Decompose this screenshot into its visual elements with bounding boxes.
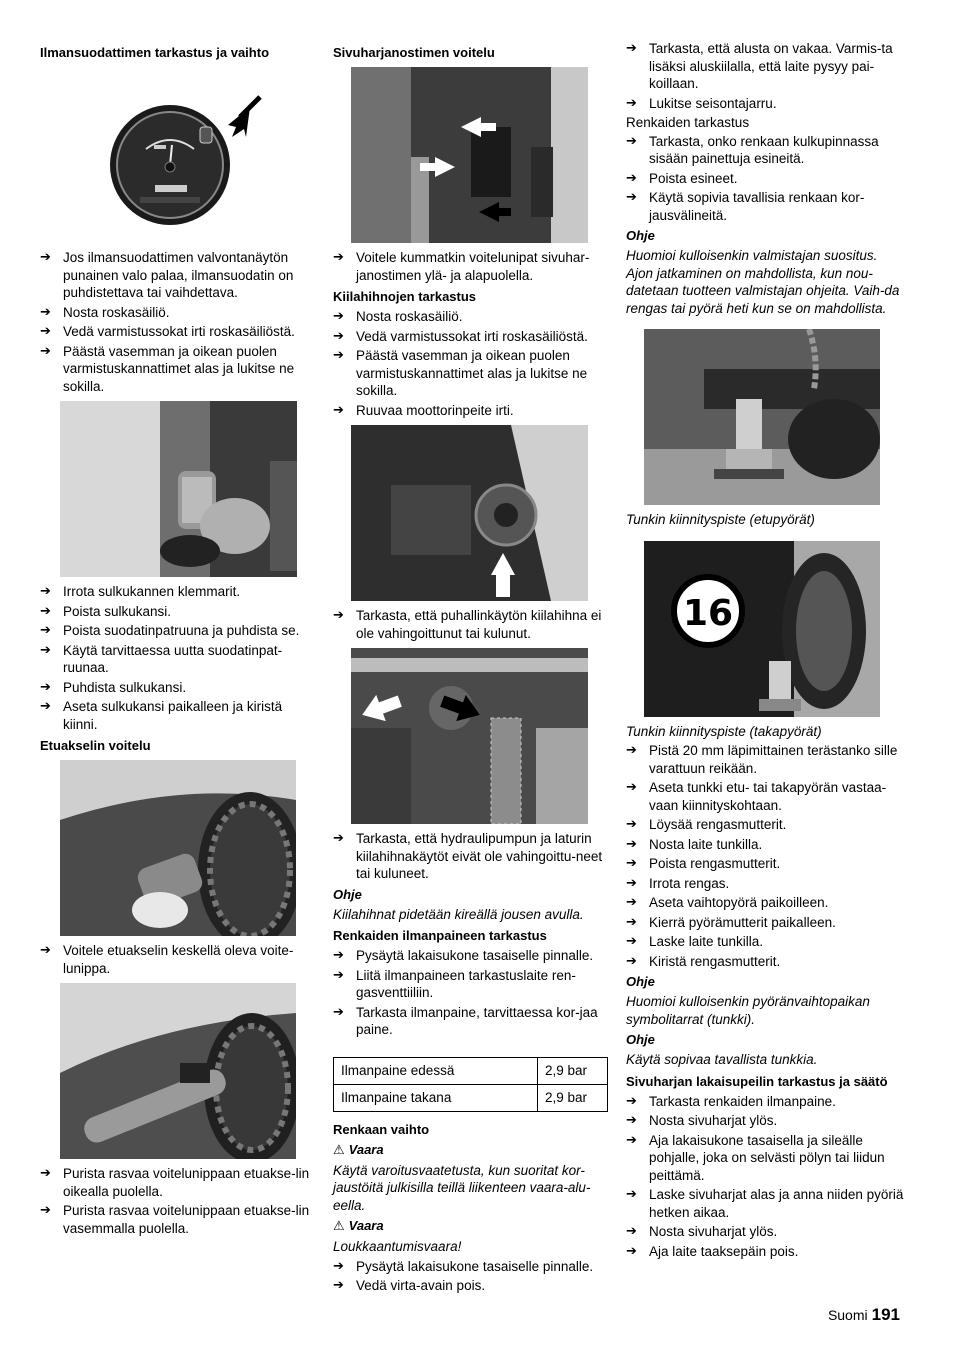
- list-item: ➔ Nosta roskasäiliö.: [333, 308, 608, 326]
- warning-triangle-icon: ⚠: [333, 1142, 345, 1158]
- heading-tire-change: Renkaan vaihto: [333, 1121, 430, 1137]
- photo-front-axle-side: [60, 983, 296, 1159]
- list-item: ➔ Ruuvaa moottorinpeite irti.: [333, 402, 608, 420]
- table-row: [334, 1057, 608, 1084]
- photo-hydraulic-pump-belt: [351, 648, 588, 824]
- list-item: ➔ Pysäytä lakaisukone tasaiselle pinnalle.: [333, 1258, 608, 1276]
- list-front-axle-2: [40, 1165, 315, 1237]
- list-side-brush-mirror: [626, 1093, 904, 1261]
- tire-pressure-table: [333, 1057, 608, 1112]
- column-2: [333, 40, 608, 1297]
- list-item: ➔ Poista suodatinpatruuna ja puhdista se.: [40, 622, 315, 640]
- list-v-belts-3: [333, 830, 608, 883]
- list-item: ➔ Päästä vasemman ja oikean puolen varmistuskannattimet alas ja lukitse ne sokilla.: [40, 343, 315, 396]
- list-item: ➔ Vedä virta-avain pois.: [333, 1277, 608, 1295]
- heading-front-axle: Etuakselin voitelu: [40, 738, 151, 753]
- list-item: ➔ Kiristä rengasmutterit.: [626, 953, 904, 971]
- list-item: ➔ Vedä varmistussokat irti roskasäiliöstä.: [333, 328, 608, 346]
- note-label: Ohje: [333, 886, 362, 902]
- note-label: Ohje: [626, 1032, 655, 1047]
- list-air-filter-2: [40, 583, 315, 733]
- list-item: ➔ Puhdista sulkukansi.: [40, 679, 315, 697]
- list-item: ➔ Aseta sulkukansi paikalleen ja kiristä kiinni.: [40, 698, 315, 733]
- note-text: Huomioi kulloisenkin valmistajan suositus. Ajon jatkaminen on mahdollista, kun nou-datetaan tuotteen valmistajan ohjeita. Vaih-da rengas tai pyörä heti kun se on mahdollista.: [626, 248, 900, 316]
- list-tire-check: [626, 133, 904, 225]
- caption-jack-front: Tunkin kiinnityspiste (etupyörät): [626, 512, 815, 527]
- list-item: ➔ Pysäytä lakaisukone tasaiselle pinnalle.: [333, 947, 608, 965]
- list-item: ➔ Liitä ilmanpaineen tarkastuslaite ren-gasventtiiliin.: [333, 967, 608, 1002]
- list-item: ➔ Käytä tarvittaessa uutta suodatinpat-ruunaa.: [40, 642, 315, 677]
- table-cell: 2,9 bar: [538, 1084, 608, 1111]
- heading-v-belts: Kiilahihnojen tarkastus: [333, 289, 477, 304]
- list-item: ➔ Poista sulkukansi.: [40, 603, 315, 621]
- warning-label: Vaara: [348, 1218, 384, 1233]
- list-item: ➔ Pistä 20 mm läpimittainen terästanko sille varattuun reikään.: [626, 742, 904, 777]
- column-3: [626, 40, 904, 1262]
- list-tire-change-cont: [626, 40, 904, 112]
- list-side-brush-lift: [333, 249, 608, 284]
- photo-blower-belt: [351, 425, 588, 601]
- list-front-axle-1: [40, 942, 315, 977]
- warning-text: Loukkaantumisvaara!: [333, 1239, 462, 1254]
- table-cell: Ilmanpaine edessä: [334, 1057, 538, 1084]
- page-number: 191: [871, 1305, 900, 1324]
- list-item: ➔ Tarkasta, että alusta on vakaa. Varmis-ta lisäksi aluskiilalla, että laite pysyy pai-koillaan.: [626, 40, 904, 93]
- list-item: ➔ Lukitse seisontajarru.: [626, 95, 904, 113]
- warning-label: Vaara: [348, 1141, 384, 1157]
- heading-air-filter: Ilmansuodattimen tarkastus ja vaihto: [40, 45, 270, 60]
- note-label: Ohje: [626, 974, 655, 989]
- list-item: ➔ Voitele kummatkin voitelunipat sivuhar-janostimen ylä- ja alapuolella.: [333, 249, 608, 284]
- list-tire-pressure: [333, 947, 608, 1039]
- list-item: ➔ Irrota sulkukannen klemmarit.: [40, 583, 315, 601]
- list-item: ➔ Kierrä pyörämutterit paikalleen.: [626, 914, 904, 932]
- list-item: ➔ Purista rasvaa voitelunippaan etuakse-lin oikealla puolella.: [40, 1165, 315, 1200]
- list-item: ➔ Aseta vaihtopyörä paikoilleen.: [626, 894, 904, 912]
- list-tire-change: [333, 1258, 608, 1295]
- heading-tire-pressure: Renkaiden ilmanpaineen tarkastus: [333, 928, 547, 943]
- table-cell: Ilmanpaine takana: [334, 1084, 538, 1111]
- warning-1: [333, 1142, 608, 1159]
- subheading-tire-check: Renkaiden tarkastus: [626, 115, 750, 130]
- note-text: Kiilahihnat pidetään kireällä jousen avulla.: [333, 906, 584, 922]
- list-air-filter-1: [40, 249, 315, 395]
- photo-jack-rear: [644, 541, 880, 717]
- note-label: Ohje: [626, 228, 655, 243]
- table-row: [334, 1084, 608, 1111]
- list-item: ➔ Poista esineet.: [626, 170, 904, 188]
- list-item: ➔ Käytä sopivia tavallisia renkaan kor-jausvälineitä.: [626, 189, 904, 224]
- footer-language: Suomi: [827, 1307, 868, 1323]
- list-v-belts-2: [333, 607, 608, 642]
- column-1: [40, 40, 315, 1239]
- list-item: ➔ Purista rasvaa voitelunippaan etuakse-lin vasemmalla puolella.: [40, 1202, 315, 1237]
- list-item: ➔ Laske laite tunkilla.: [626, 933, 904, 951]
- speed-sign-number: 16: [682, 592, 734, 634]
- warning-2: [333, 1218, 608, 1235]
- warning-text: Käytä varoitusvaatetusta, kun suoritat kor-jaustöitä julkisilla teillä liikenteen vaara-alu-eella.: [333, 1162, 591, 1213]
- heading-side-brush-mirror: Sivuharjan lakaisupeilin tarkastus ja säätö: [626, 1073, 888, 1089]
- caption-jack-rear: Tunkin kiinnityspiste (takapyörät): [626, 723, 822, 739]
- photo-air-filter-removal: [60, 401, 297, 577]
- heading-side-brush-lift: Sivuharjanostimen voitelu: [333, 45, 495, 60]
- list-item: ➔ Aja laite taaksepäin pois.: [626, 1243, 904, 1261]
- note-text: Käytä sopivaa tavallista tunkkia.: [626, 1052, 818, 1067]
- photo-front-axle-center: [60, 760, 296, 936]
- list-v-belts-1: [333, 308, 608, 419]
- list-wheel-change: [626, 742, 904, 970]
- list-item: ➔ Jos ilmansuodattimen valvontanäytön punainen valo palaa, ilmansuodatin on puhdistettava tai vaihdettava.: [40, 249, 315, 302]
- photo-side-brush-lift: [351, 67, 588, 243]
- list-item: ➔ Irrota rengas.: [626, 875, 904, 893]
- list-item: ➔ Laske sivuharjat alas ja anna niiden pyöriä hetken aikaa.: [626, 1186, 904, 1221]
- list-item: ➔ Aseta tunkki etu- tai takapyörän vastaa-vaan kiinnityskohtaan.: [626, 779, 904, 814]
- list-item: ➔ Löysää rengasmutterit.: [626, 816, 904, 834]
- list-item: ➔ Vedä varmistussokat irti roskasäiliöstä.: [40, 323, 315, 341]
- page-footer: [828, 1305, 900, 1325]
- list-item: ➔ Nosta roskasäiliö.: [40, 304, 315, 322]
- list-item: ➔ Tarkasta, onko renkaan kulkupinnassa sisään painettuja esineitä.: [626, 133, 904, 168]
- list-item: ➔ Aja lakaisukone tasaisella ja sileälle pohjalle, joka on selvästi pölyn tai liidun peittämä.: [626, 1132, 904, 1185]
- list-item: ➔ Nosta laite tunkilla.: [626, 836, 904, 854]
- table-cell: 2,9 bar: [538, 1057, 608, 1084]
- list-item: ➔ Poista rengasmutterit.: [626, 855, 904, 873]
- photo-jack-front: [644, 329, 880, 505]
- list-item: ➔ Nosta sivuharjat ylös.: [626, 1112, 904, 1130]
- list-item: ➔ Päästä vasemman ja oikean puolen varmistuskannattimet alas ja lukitse ne sokilla.: [333, 347, 608, 400]
- note-text: Huomioi kulloisenkin pyöränvaihtopaikan symbolitarrat (tunkki).: [626, 994, 870, 1027]
- list-item: ➔ Tarkasta, että puhallinkäytön kiilahihna ei ole vahingoittunut tai kulunut.: [333, 607, 608, 642]
- list-item: ➔ Tarkasta, että hydraulipumpun ja laturin kiilahihnakäytöt eivät ole vahingoittu-neet tai kuluneet.: [333, 830, 608, 883]
- photo-air-filter-gauge: [60, 67, 296, 243]
- list-item: ➔ Nosta sivuharjat ylös.: [626, 1223, 904, 1241]
- warning-triangle-icon: ⚠: [333, 1219, 345, 1234]
- list-item: ➔ Tarkasta renkaiden ilmanpaine.: [626, 1093, 904, 1111]
- list-item: ➔ Tarkasta ilmanpaine, tarvittaessa kor-jaa paine.: [333, 1004, 608, 1039]
- list-item: ➔ Voitele etuakselin keskellä oleva voite-lunippa.: [40, 942, 315, 977]
